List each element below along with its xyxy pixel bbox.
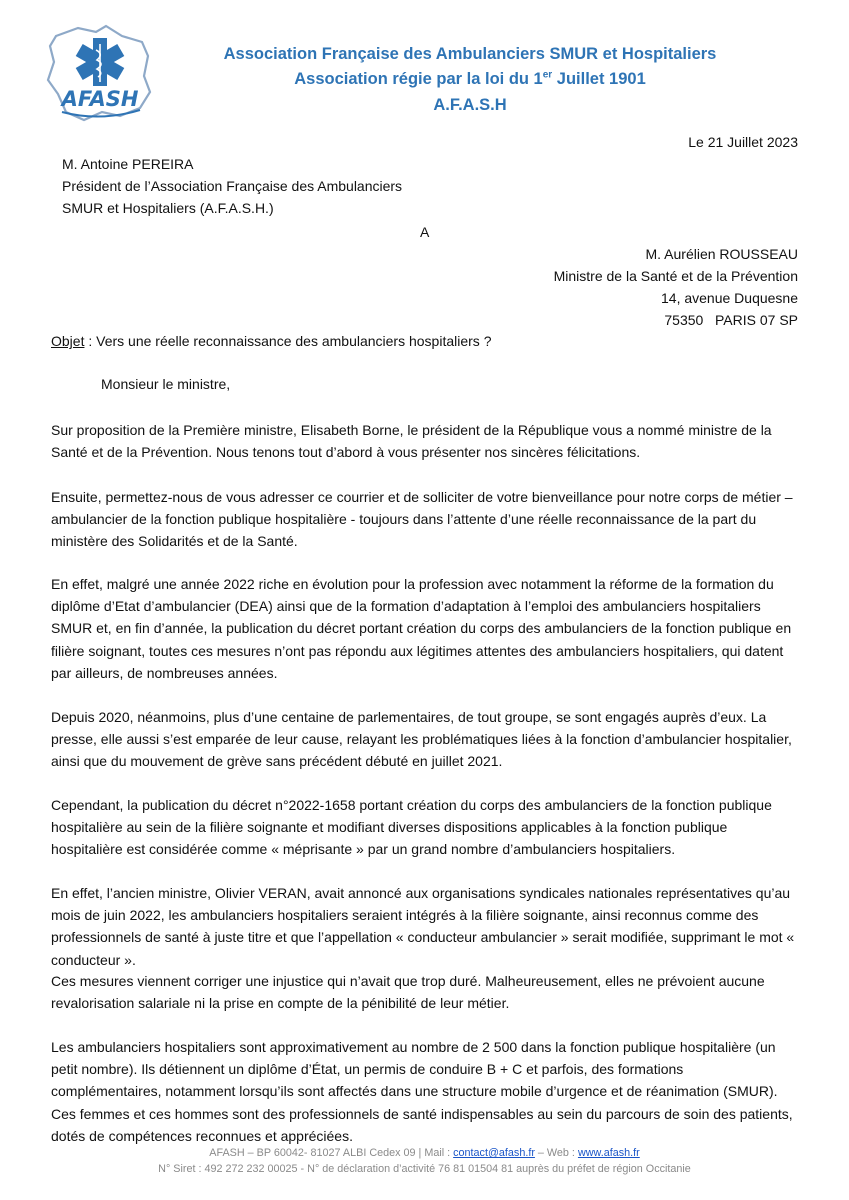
sender-title-2: SMUR et Hospitaliers (A.F.A.S.H.) bbox=[62, 200, 274, 216]
footer-contact-line: AFASH – BP 60042- 81027 ALBI Cedex 09 | Mail : contact@afash.fr – Web : www.afash.fr bbox=[209, 1147, 640, 1159]
header-law-line: Association régie par la loi du 1er Juillet 1901 bbox=[294, 69, 646, 88]
to-marker: A bbox=[420, 224, 430, 240]
paragraph-1: Sur proposition de la Première ministre, Elisabeth Borne, le président de la République vous a nommé ministre de la Santé et de la Prévention. Nous tenons tout d’abord à vous présenter nos sincères félicitations. bbox=[51, 422, 772, 461]
paragraph-8: Les ambulanciers hospitaliers sont approximativement au nombre de 2 500 dans la fonction publique hospitalière (un petit nombre). Ils détiennent un diplôme d’État, un permis de conduire B + C et parfois, des formations complémentaires, notamment lorsqu’ils sont affectés dans une structure mobile d’urgence et de réanimation (SMUR). Ces femmes et ces hommes sont des professionnels de santé indispensables au sein du parcours de soin des patients, dotés de compétences reconnues et appréciées. bbox=[51, 1039, 793, 1144]
salutation: Monsieur le ministre, bbox=[101, 376, 231, 392]
subject-line bbox=[51, 330, 491, 352]
subject-label: Objet bbox=[51, 333, 85, 349]
paragraph-4: Depuis 2020, néanmoins, plus d’une centaine de parlementaires, de tout groupe, se sont engagés auprès d’eux. La presse, elle aussi s’est emparée de leur cause, relayant les problématiques liées à la fonction d’ambulancier hospitalier, ainsi que du mouvement de grève sans précédent débuté en juillet 2021. bbox=[51, 709, 792, 770]
footer-email-link[interactable]: contact@afash.fr bbox=[453, 1147, 535, 1159]
paragraph-3: En effet, malgré une année 2022 riche en évolution pour la profession avec notamment la réforme de la formation du diplôme d’Etat d’ambulancier (DEA) ainsi que de la formation d’adaptation à l’emploi des ambulanciers hospitaliers SMUR et, en fin d’année, la publication du décret portant création du corps des ambulanciers de la fonction publique en filière soignant, toutes ces mesures n’ont pas répondu aux légitimes attentes des ambulanciers hospitaliers, qui datent par ailleurs, de nombreuses années. bbox=[51, 576, 792, 681]
recipient-title: Ministre de la Santé et de la Prévention bbox=[553, 268, 798, 284]
footer-web-link[interactable]: www.afash.fr bbox=[577, 1147, 640, 1159]
paragraph-2: Ensuite, permettez-nous de vous adresser ce courrier et de solliciter de votre bienveillance pour notre corps de métier – ambulancier de la fonction publique hospitalière - toujours dans l’attente d’une réelle reconnaissance de la part du ministère des Solidarités et de la Santé. bbox=[51, 489, 793, 550]
paragraph-7: Ces mesures viennent corriger une injustice qui n’avait que trop duré. Malheureusement, elles ne prévoient aucune revalorisation salariale ni la prise en compte de la pénibilité de leur métier. bbox=[51, 973, 765, 1012]
paragraph-6: En effet, l’ancien ministre, Olivier VERAN, avait annoncé aux organisations syndicales nationales représentatives qu’au mois de juin 2022, les ambulanciers hospitaliers seraient intégrés à la filière soignante, ainsi reconnus comme des professionnels de santé à juste titre et que l’appellation « conducteur ambulancier » serait modifiée, supprimant le mot « conducteur ». bbox=[51, 885, 795, 968]
star-of-life-icon bbox=[76, 38, 125, 86]
footer-registration-line: N° Siret : 492 272 232 00025 - N° de déclaration d’activité 76 81 01504 81 auprès du préfet de région Occitanie bbox=[158, 1163, 691, 1175]
svg-text:AFASH: AFASH bbox=[61, 87, 139, 111]
afash-logo bbox=[44, 22, 156, 126]
sender-title-1: Président de l’Association Française des Ambulanciers bbox=[62, 178, 403, 194]
recipient-name: M. Aurélien ROUSSEAU bbox=[645, 246, 798, 262]
subject-text: : Vers une réelle reconnaissance des ambulanciers hospitaliers ? bbox=[84, 333, 492, 349]
paragraph-5: Cependant, la publication du décret n°2022-1658 portant création du corps des ambulanciers de la fonction publique hospitalière au sein de la filière soignante et modifiant diverses dispositions applicables à la fonction publique hospitalière est considérée comme « méprisante » par un grand nombre d’ambulanciers hospitaliers. bbox=[51, 797, 772, 858]
recipient-city: 75350 PARIS 07 SP bbox=[664, 312, 798, 328]
sender-name: M. Antoine PEREIRA bbox=[62, 156, 194, 172]
header-acronym: A.F.A.S.H bbox=[433, 96, 507, 114]
letter-date: Le 21 Juillet 2023 bbox=[688, 134, 798, 150]
recipient-street: 14, avenue Duquesne bbox=[661, 290, 798, 306]
header-association-name: Association Française des Ambulanciers SMUR et Hospitaliers bbox=[223, 45, 717, 63]
